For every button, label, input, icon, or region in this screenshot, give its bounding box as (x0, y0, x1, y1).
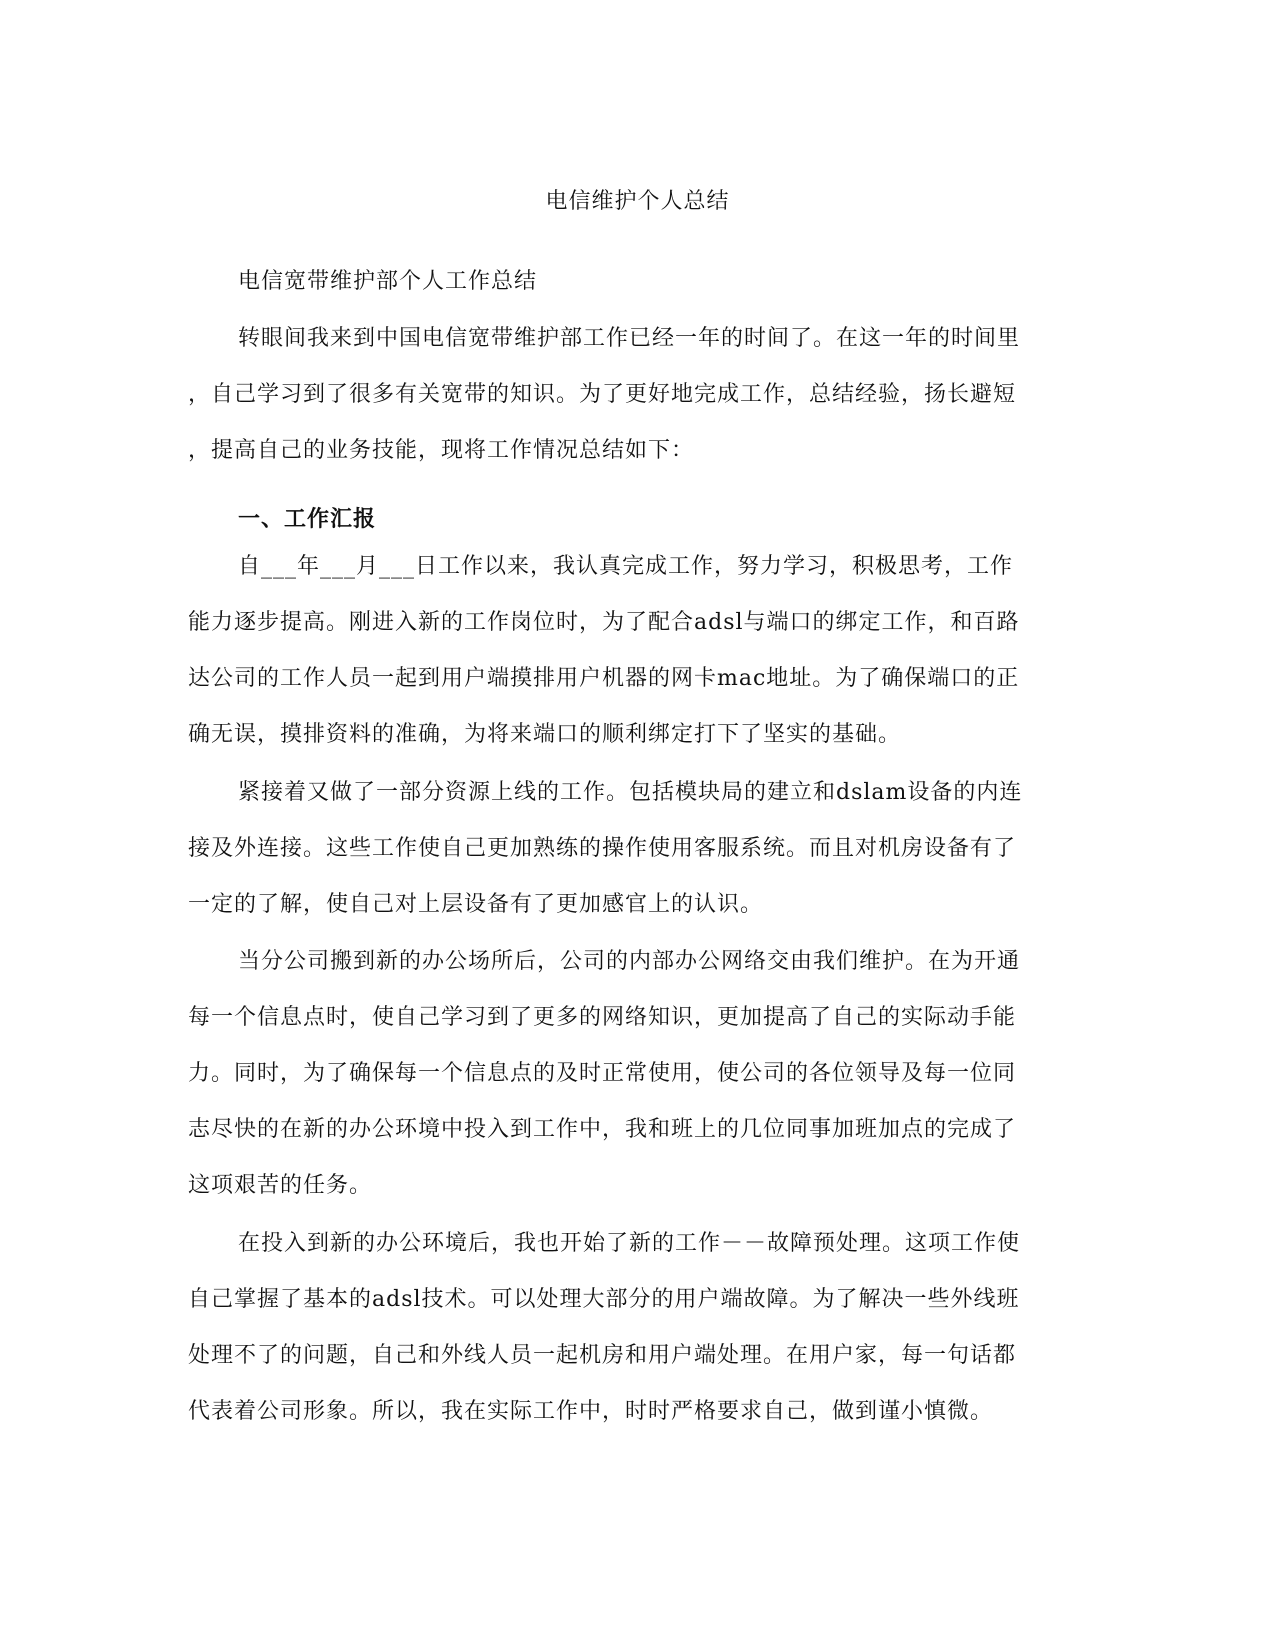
paragraph-line: 接及外连接。这些工作使自己更加熟练的操作使用客服系统。而且对机房设备有了 (188, 836, 1017, 861)
paragraph-line: 自___年___月___日工作以来，我认真完成工作，努力学习，积极思考，工作 (238, 554, 1014, 579)
section-heading: 一、工作汇报 (238, 506, 377, 532)
paragraph-line: 达公司的工作人员一起到用户端摸排用户机器的网卡mac地址。为了确保端口的正 (188, 666, 1020, 691)
intro-line: ，提高自己的业务技能，现将工作情况总结如下： (188, 438, 695, 463)
paragraph-line: 当分公司搬到新的办公场所后，公司的内部办公网络交由我们维护。在为开通 (238, 949, 1021, 974)
paragraph-line: 这项艰苦的任务。 (188, 1173, 373, 1198)
document-title: 电信维护个人总结 (545, 189, 730, 214)
document-subtitle: 电信宽带维护部个人工作总结 (238, 269, 538, 294)
paragraph-line: 自己掌握了基本的adsl技术。可以处理大部分的用户端故障。为了解决一些外线班 (188, 1287, 1020, 1312)
paragraph-line: 一定的了解，使自己对上层设备有了更加感官上的认识。 (188, 892, 764, 917)
paragraph-line: 每一个信息点时，使自己学习到了更多的网络知识，更加提高了自己的实际动手能 (188, 1005, 1017, 1030)
paragraph-line: 代表着公司形象。所以，我在实际工作中，时时严格要求自己，做到谨小慎微。 (188, 1399, 994, 1424)
paragraph-line: 紧接着又做了一部分资源上线的工作。包括模块局的建立和dslam设备的内连 (238, 780, 1023, 805)
paragraph-line: 志尽快的在新的办公环境中投入到工作中，我和班上的几位同事加班加点的完成了 (188, 1117, 1017, 1142)
intro-line: 转眼间我来到中国电信宽带维护部工作已经一年的时间了。在这一年的时间里 (238, 326, 1021, 351)
paragraph-line: 确无误，摸排资料的准确，为将来端口的顺利绑定打下了坚实的基础。 (188, 722, 902, 747)
paragraph-line: 在投入到新的办公环境后，我也开始了新的工作－－故障预处理。这项工作使 (238, 1231, 1021, 1256)
paragraph-line: 力。同时，为了确保每一个信息点的及时正常使用，使公司的各位领导及每一位同 (188, 1061, 1017, 1086)
intro-line: ，自己学习到了很多有关宽带的知识。为了更好地完成工作，总结经验，扬长避短 (188, 382, 1017, 407)
paragraph-line: 处理不了的问题，自己和外线人员一起机房和用户端处理。在用户家，每一句话都 (188, 1343, 1017, 1368)
paragraph-line: 能力逐步提高。刚进入新的工作岗位时，为了配合adsl与端口的绑定工作，和百路 (188, 610, 1020, 635)
